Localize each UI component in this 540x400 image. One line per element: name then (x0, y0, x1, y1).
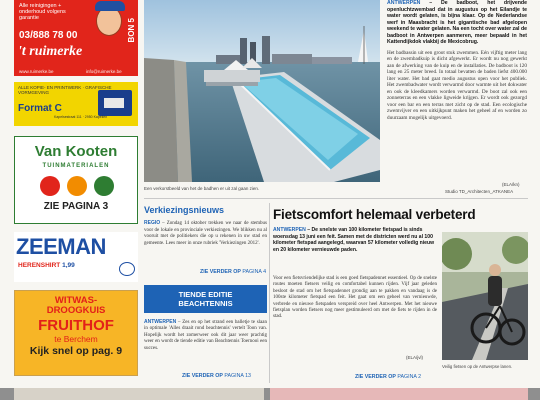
fietscomfort-location: ANTWERPEN (273, 227, 306, 233)
ad-ruimerke-email: info@ruimerke.be (86, 69, 122, 74)
bottom-strip (0, 388, 540, 400)
beachtennis-banner (144, 285, 267, 313)
photo-credit: Studio TD_Architecten_ATKANEA (445, 189, 514, 194)
verkiezingsnieuws-location: REGIO (144, 220, 161, 226)
see-more-label: ZIE VERDER OP (200, 269, 241, 275)
beachtennis-text (144, 319, 267, 352)
bottom-ad-2 (270, 388, 528, 400)
cyclist-illustration (442, 232, 528, 360)
cyclist-photo-caption: Veilig fietsen op de Antwerpse lanen. (442, 364, 513, 369)
ad-ruimerke-url: www.ruimerke.be (19, 69, 54, 74)
ad-ruimerke-promo: Alle reinigingen + onderhoud volgens garantie (19, 3, 66, 21)
verkiezingsnieuws-body: – Zondag 14 oktober trekken we naar de stembus voor de lokale en provinciale verkiezingen. We blikken nu al vooruit met de politiekers die op u rekenen in uw stad en gemeente. Lees meer in onze rubriek 'Verkiezingen 2012'. (144, 221, 267, 246)
ad-format-logo: Format C (18, 103, 62, 114)
verkiezingsnieuws-section (144, 205, 267, 275)
ad-vankooten-icons (40, 176, 114, 196)
fietscomfort-lead-text: – De snelste van 100 kilometer fietspad is sinds woensdag 13 juni een feit. Samen met de districten werd nu al 100 kilometer fietspad aangelegd, waarvan 57 kilometer volledig nieuw en 20 kilometer vernieuwde paden. (273, 227, 435, 253)
beachtennis-banner-line2: BEACHTENNIS (178, 299, 233, 308)
quality-seal-icon (119, 262, 135, 276)
harbor-scene-illustration (144, 0, 380, 182)
column-divider (269, 203, 270, 383)
ad-ruimerke-name: 't ruimerke (18, 44, 83, 59)
see-more-page: PAGINA 4 (242, 269, 267, 275)
ad-format-c[interactable] (14, 82, 138, 126)
fietscomfort-credit: (ELA/jvl) (406, 355, 424, 360)
see-more-page: PAGINA 2 (397, 374, 422, 380)
ad-ruimerke-bon: BON 5 (127, 18, 136, 43)
printer-illustration (98, 90, 132, 116)
ad-vankooten-sub: TUINMATERIALEN (42, 163, 110, 169)
badboot-credit: (ELA/kn) (502, 182, 520, 187)
ad-ruimerke[interactable] (14, 0, 138, 76)
tool-icon-1 (40, 176, 60, 196)
verkiezingsnieuws-title: Verkiezingsnieuws (144, 205, 225, 215)
beachtennis-see-more-link[interactable] (182, 373, 251, 379)
see-more-label: ZIE VERDER OP (355, 374, 396, 380)
ad-fruithof-brand: FRUITHOF (38, 317, 114, 334)
ad-vankooten-brand: Van Kooten (34, 143, 118, 160)
fietscomfort-headline: Fietscomfort helemaal verbeterd (273, 207, 476, 222)
ad-ruimerke-phone: 03/888 78 00 (19, 30, 78, 41)
advertisement-column (14, 0, 138, 388)
bottom-ad-1 (14, 388, 264, 400)
beachtennis-location: ANTWERPEN (144, 319, 177, 325)
see-more-page: PAGINA 13 (224, 373, 252, 379)
badboot-location: ANTWERPEN (387, 0, 421, 6)
section-divider (144, 198, 528, 199)
tool-icon-3 (94, 176, 114, 196)
see-more-label: ZIE VERDER OP (182, 373, 223, 379)
beachtennis-body: – Zes en op het strand een balletje te slaan in optimale 'Alles draait rond beachtennis' vertelt Toon van. Hopelijk wordt het zomerweer ook dit jaar weer prachtig weer en wordt de tiende editie van Beachtennis Toernooi een succes. (144, 320, 267, 351)
ad-format-address: Kapelsestraat 111 · 2950 Kapellen (54, 115, 108, 119)
badboot-body: Het badbassin uit een groot stuk zwemmen. Eén vijftig meter lang en de zwembadkuip is dicht afgewerkt. Er wordt nu nog gewerkt aan de afwerking van de kuip en de installaties. De badboot is 120 lang en 25 meter breed. In totaal bevatten de baden liefst 400.000 liter water. Het bad gaat medio augustus open voor het publiek. Het zwembadwater wordt verwarmd door warmte uit het dokwater en ook de kleedkamers worden verwarmd. De boot zal ook een zonneterras en een vlakke ligweide krijgen. Er wordt ook gezorgd voor een bar en een terras met zicht op de stad. Een ecologische zwemvijver en een uitkijkpunt maken het geheel af en worden zo duurzaam mogelijk uitgevoerd. (387, 49, 527, 121)
ad-fruithof[interactable] (14, 290, 138, 376)
ad-zeeman-price: 1,99 (62, 262, 75, 269)
ad-fruithof-line1: WITWAS- (54, 295, 98, 306)
badboot-lead (387, 0, 527, 46)
fietscomfort-body: Voor een fietsvriendelijke stad is een goed fietspadennet essentieel. Op de snelste routes moeten fietsers veilig en comfortabel kunnen rijden. Vijf jaar geleden besloot de stad om het fietspadennet grondig aan te pakken en vandaag is de 100ste kilometer fietspad een feit. Het gaat om een geheel van vernieuwde, verbrede en nieuwe fietspaden verspreid over heel Antwerpen. Met het nieuwe fietsplan worden fietsers nog meer gestimuleerd om met de fiets te rijden in de stad. (273, 276, 437, 320)
tool-icon-2 (67, 176, 87, 196)
badboot-photo (144, 0, 380, 182)
ad-zeeman-brand: ZEEMAN (16, 234, 106, 259)
ad-vankooten-cta: ZIE PAGINA 3 (43, 201, 109, 212)
ad-zeeman-tagline (18, 262, 75, 269)
badboot-lead-text: – De badboot, het drijvende openluchtzwembad dat in augustus op het Eilandje te water wordt gelaten, is bijna klaar. Op de Nederlandse werf in Maasbracht is het gigantische bad afgelopen weekend te water gelaten. Na een tocht over water zal de badboot in Antwerpen aanmeren, meer bepaald in het Kattendijkdok vlakbij de Mexicobrug. (387, 0, 527, 45)
ad-van-kooten[interactable] (14, 136, 138, 224)
photo-caption: Een verkorstbeeld van het de badhen er uit zal gaan zien. (144, 186, 260, 191)
mascot-illustration (96, 6, 122, 36)
beachtennis-banner-line1: TIENDE EDITIE (178, 290, 233, 299)
ad-fruithof-cta: Kijk snel op pag. 9 (29, 345, 123, 357)
ad-fruithof-location: te Berchem (54, 334, 98, 344)
ad-zeeman[interactable] (14, 232, 138, 282)
badboot-article (387, 0, 527, 121)
fietscomfort-see-more-link[interactable] (355, 374, 421, 380)
verkiezingsnieuws-text (144, 220, 267, 247)
ad-fruithof-line2: DROOGKUIS (46, 305, 106, 316)
fietscomfort-lead (273, 227, 437, 253)
ad-format-headline: ALLE KOPIE- EN PRINTWERK · GRAFISCHE VORMGEVING (18, 85, 112, 95)
cyclist-photo (442, 232, 528, 360)
verkiezingsnieuws-see-more-link[interactable] (200, 269, 266, 275)
ad-zeeman-tag: HERENSHIRT (18, 262, 61, 269)
